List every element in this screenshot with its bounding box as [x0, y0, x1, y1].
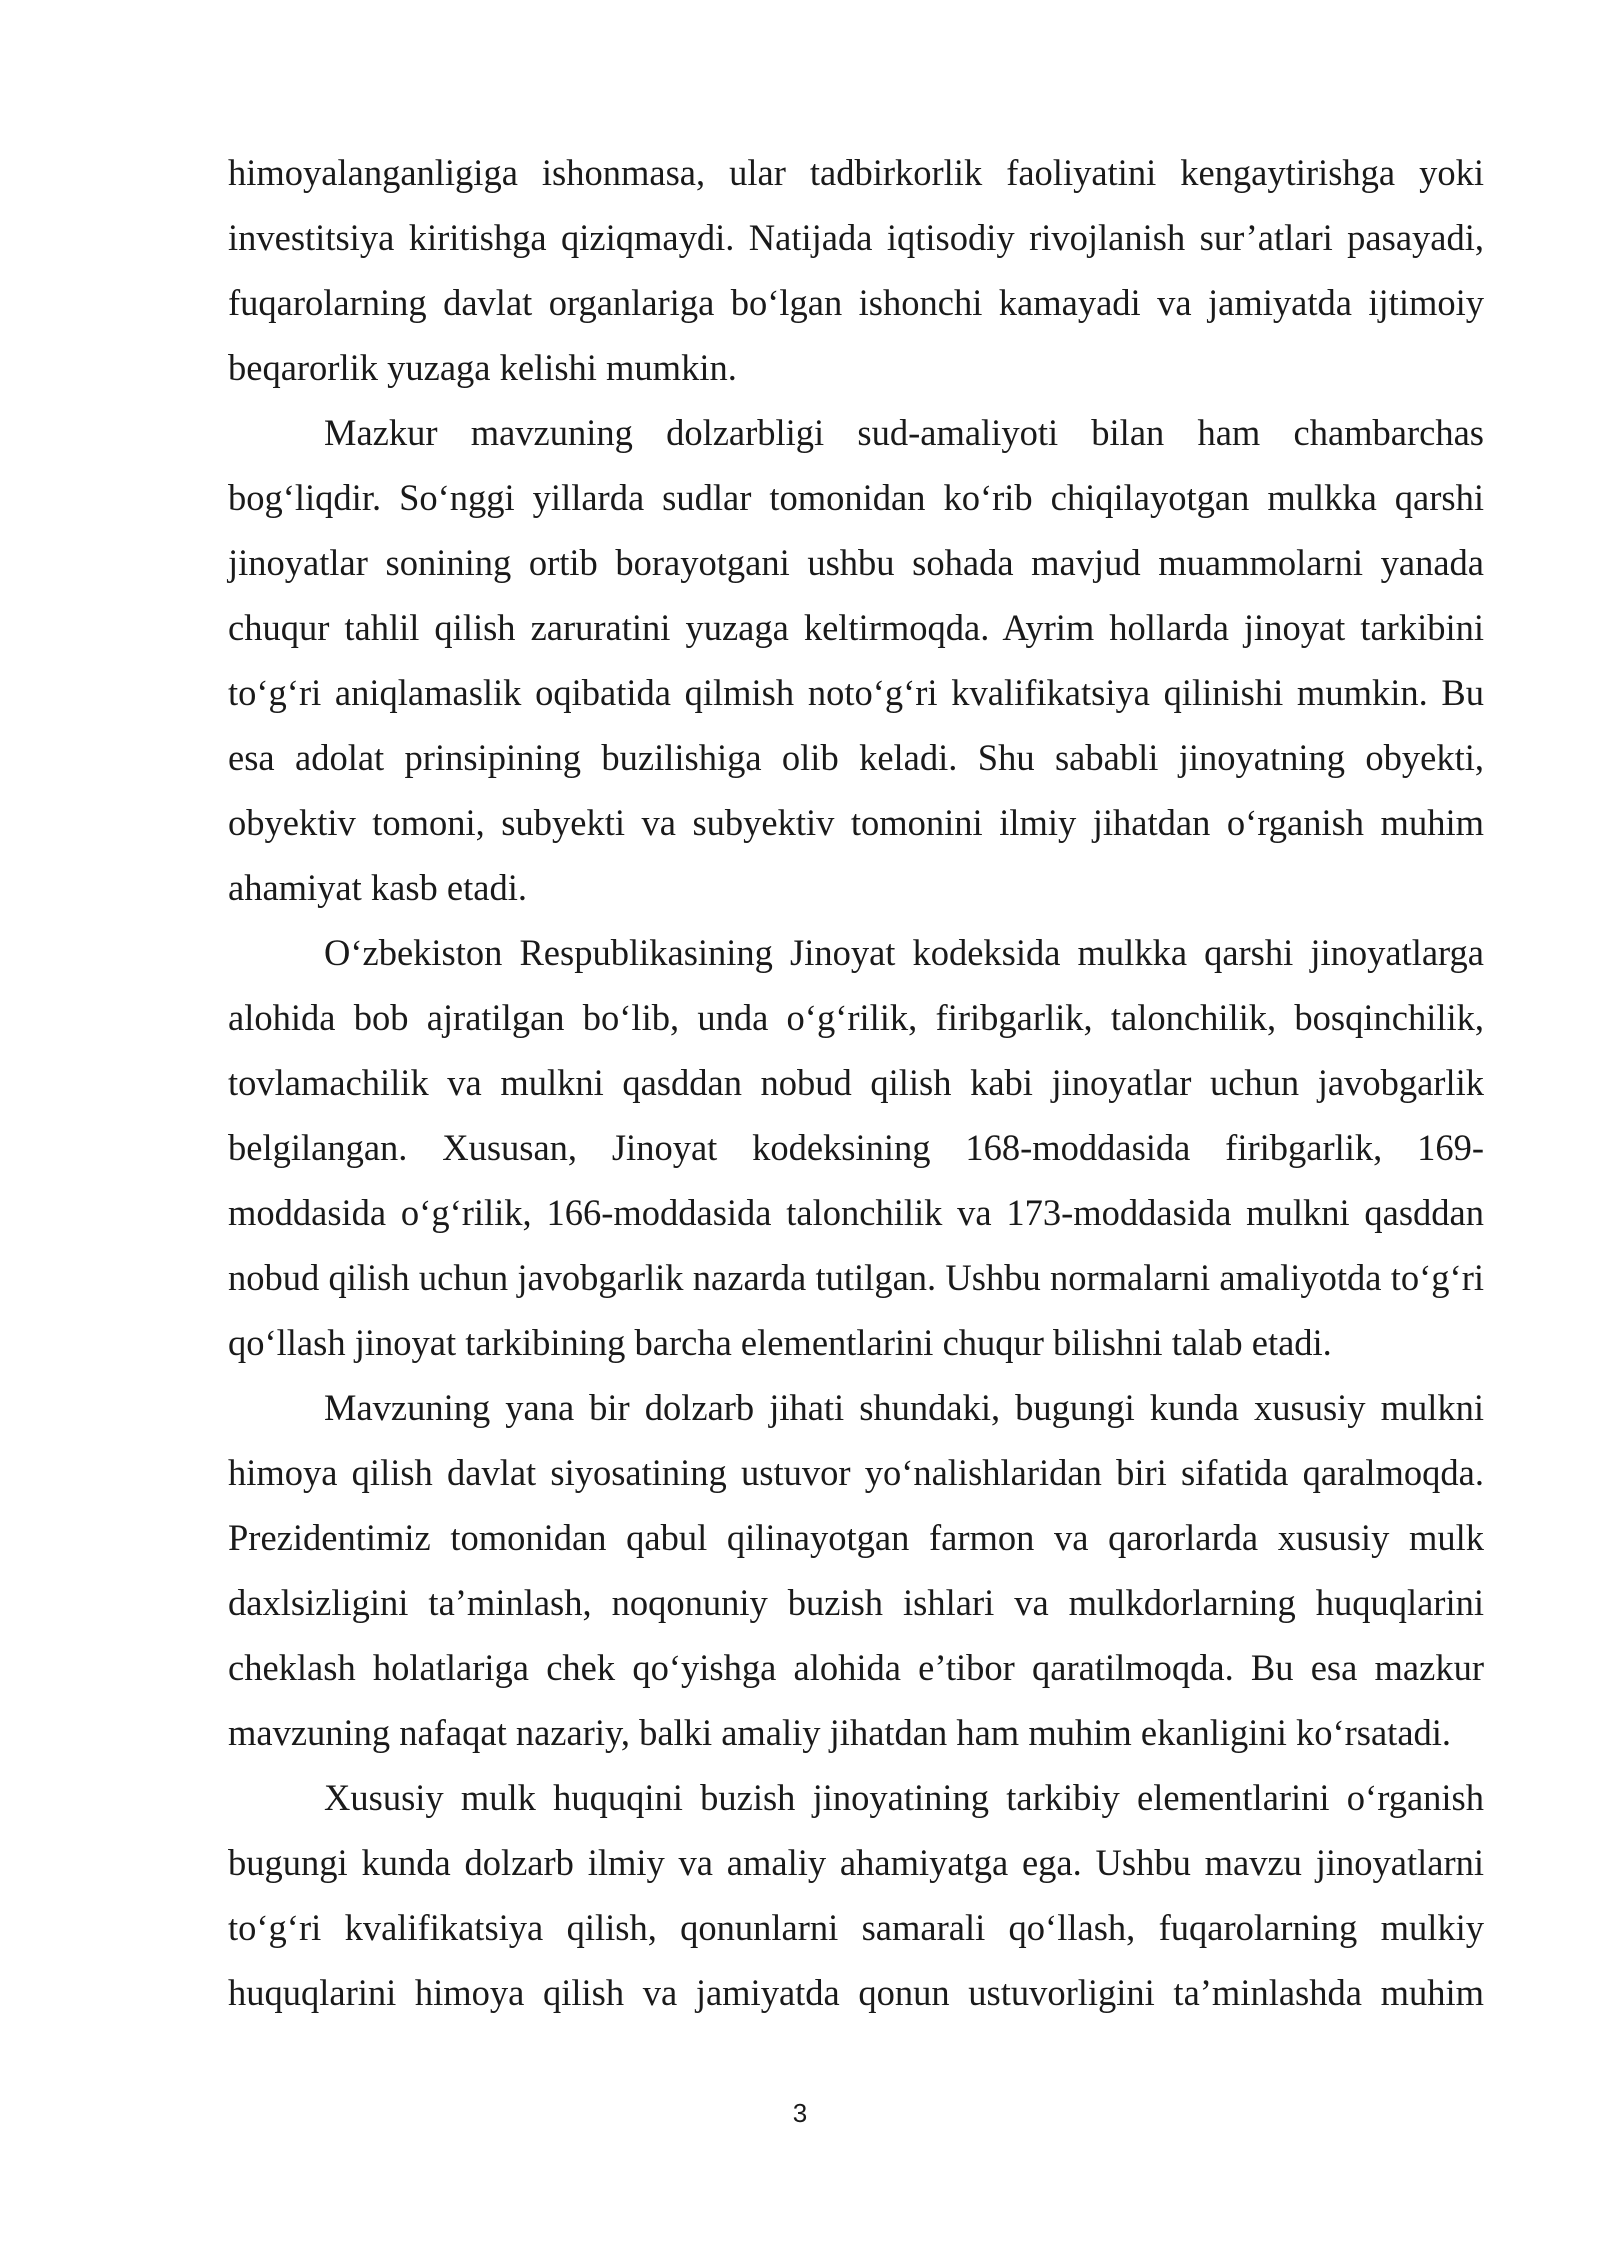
body-text — [228, 140, 1484, 2025]
paragraph-court-practice: Mazkur mavzuning dolzarbligi sud-amaliyoti bilan ham chambarchas bog‘liqdir. So‘nggi yillarda sudlar tomonidan ko‘rib chiqilayotgan mulkka qarshi jinoyatlar sonining ortib borayotgani ushbu sohada mavjud muammolarni yanada chuqur tahlil qilish zaruratini yuzaga keltirmoqda. Ayrim hollarda jinoyat tarkibini to‘g‘ri aniqlamaslik oqibatida qilmish noto‘g‘ri kvalifikatsiya qilinishi mumkin. Bu esa adolat prinsipining buzilishiga olib keladi. Shu sababli jinoyatning obyekti, obyektiv tomoni, subyekti va subyektiv tomonini ilmiy jihatdan o‘rganish muhim ahamiyat kasb etadi. — [228, 412, 1484, 908]
paragraph-continuation: himoyalanganligiga ishonmasa, ular tadbirkorlik faoliyatini kengaytirishga yoki investitsiya kiritishga qiziqmaydi. Natijada iqtisodiy rivojlanish sur’atlari pasayadi, fuqarolarning davlat organlariga bo‘lgan ishonchi kamayadi va jamiyatda ijtimoiy beqarorlik yuzaga kelishi mumkin. — [228, 152, 1484, 388]
paragraph-state-policy: Mavzuning yana bir dolzarb jihati shundaki, bugungi kunda xususiy mulkni himoya qilish davlat siyosatining ustuvor yo‘nalishlaridan biri sifatida qaralmoqda. Prezidentimiz tomonidan qabul qilinayotgan farmon va qarorlarda xususiy mulk daxlsizligini ta’minlash, noqonuniy buzish ishlari va mulkdorlarning huquqlarini cheklash holatlariga chek qo‘yishga alohida e’tibor qaratilmoqda. Bu esa mazkur mavzuning nafaqat nazariy, balki amaliy jihatdan ham muhim ekanligini ko‘rsatadi. — [228, 1387, 1484, 1753]
page-number: 3 — [792, 2098, 808, 2128]
paragraph-criminal-code: O‘zbekiston Respublikasining Jinoyat kodeksida mulkka qarshi jinoyatlarga alohida bob ajratilgan bo‘lib, unda o‘g‘rilik, firibgarlik, talonchilik, bosqinchilik, tovlamachilik va mulkni qasddan nobud qilish kabi jinoyatlar uchun javobgarlik belgilangan. Xususan, Jinoyat kodeksining 168-moddasida firibgarlik, 169-moddasida o‘g‘rilik, 166-moddasida talonchilik va 173-moddasida mulkni qasddan nobud qilish uchun javobgarlik nazarda tutilgan. Ushbu normalarni amaliyotda to‘g‘ri qo‘llash jinoyat tarkibining barcha elementlarini chuqur bilishni talab etadi. — [228, 932, 1484, 1363]
paragraph-conclusion: Xususiy mulk huquqini buzish jinoyatining tarkibiy elementlarini o‘rganish bugungi kunda dolzarb ilmiy va amaliy ahamiyatga ega. Ushbu mavzu jinoyatlarni to‘g‘ri kvalifikatsiya qilish, qonunlarni samarali qo‘llash, fuqarolarning mulkiy huquqlarini himoya qilish va jamiyatda qonun ustuvorligini ta’minlashda muhim — [228, 1777, 1484, 2013]
